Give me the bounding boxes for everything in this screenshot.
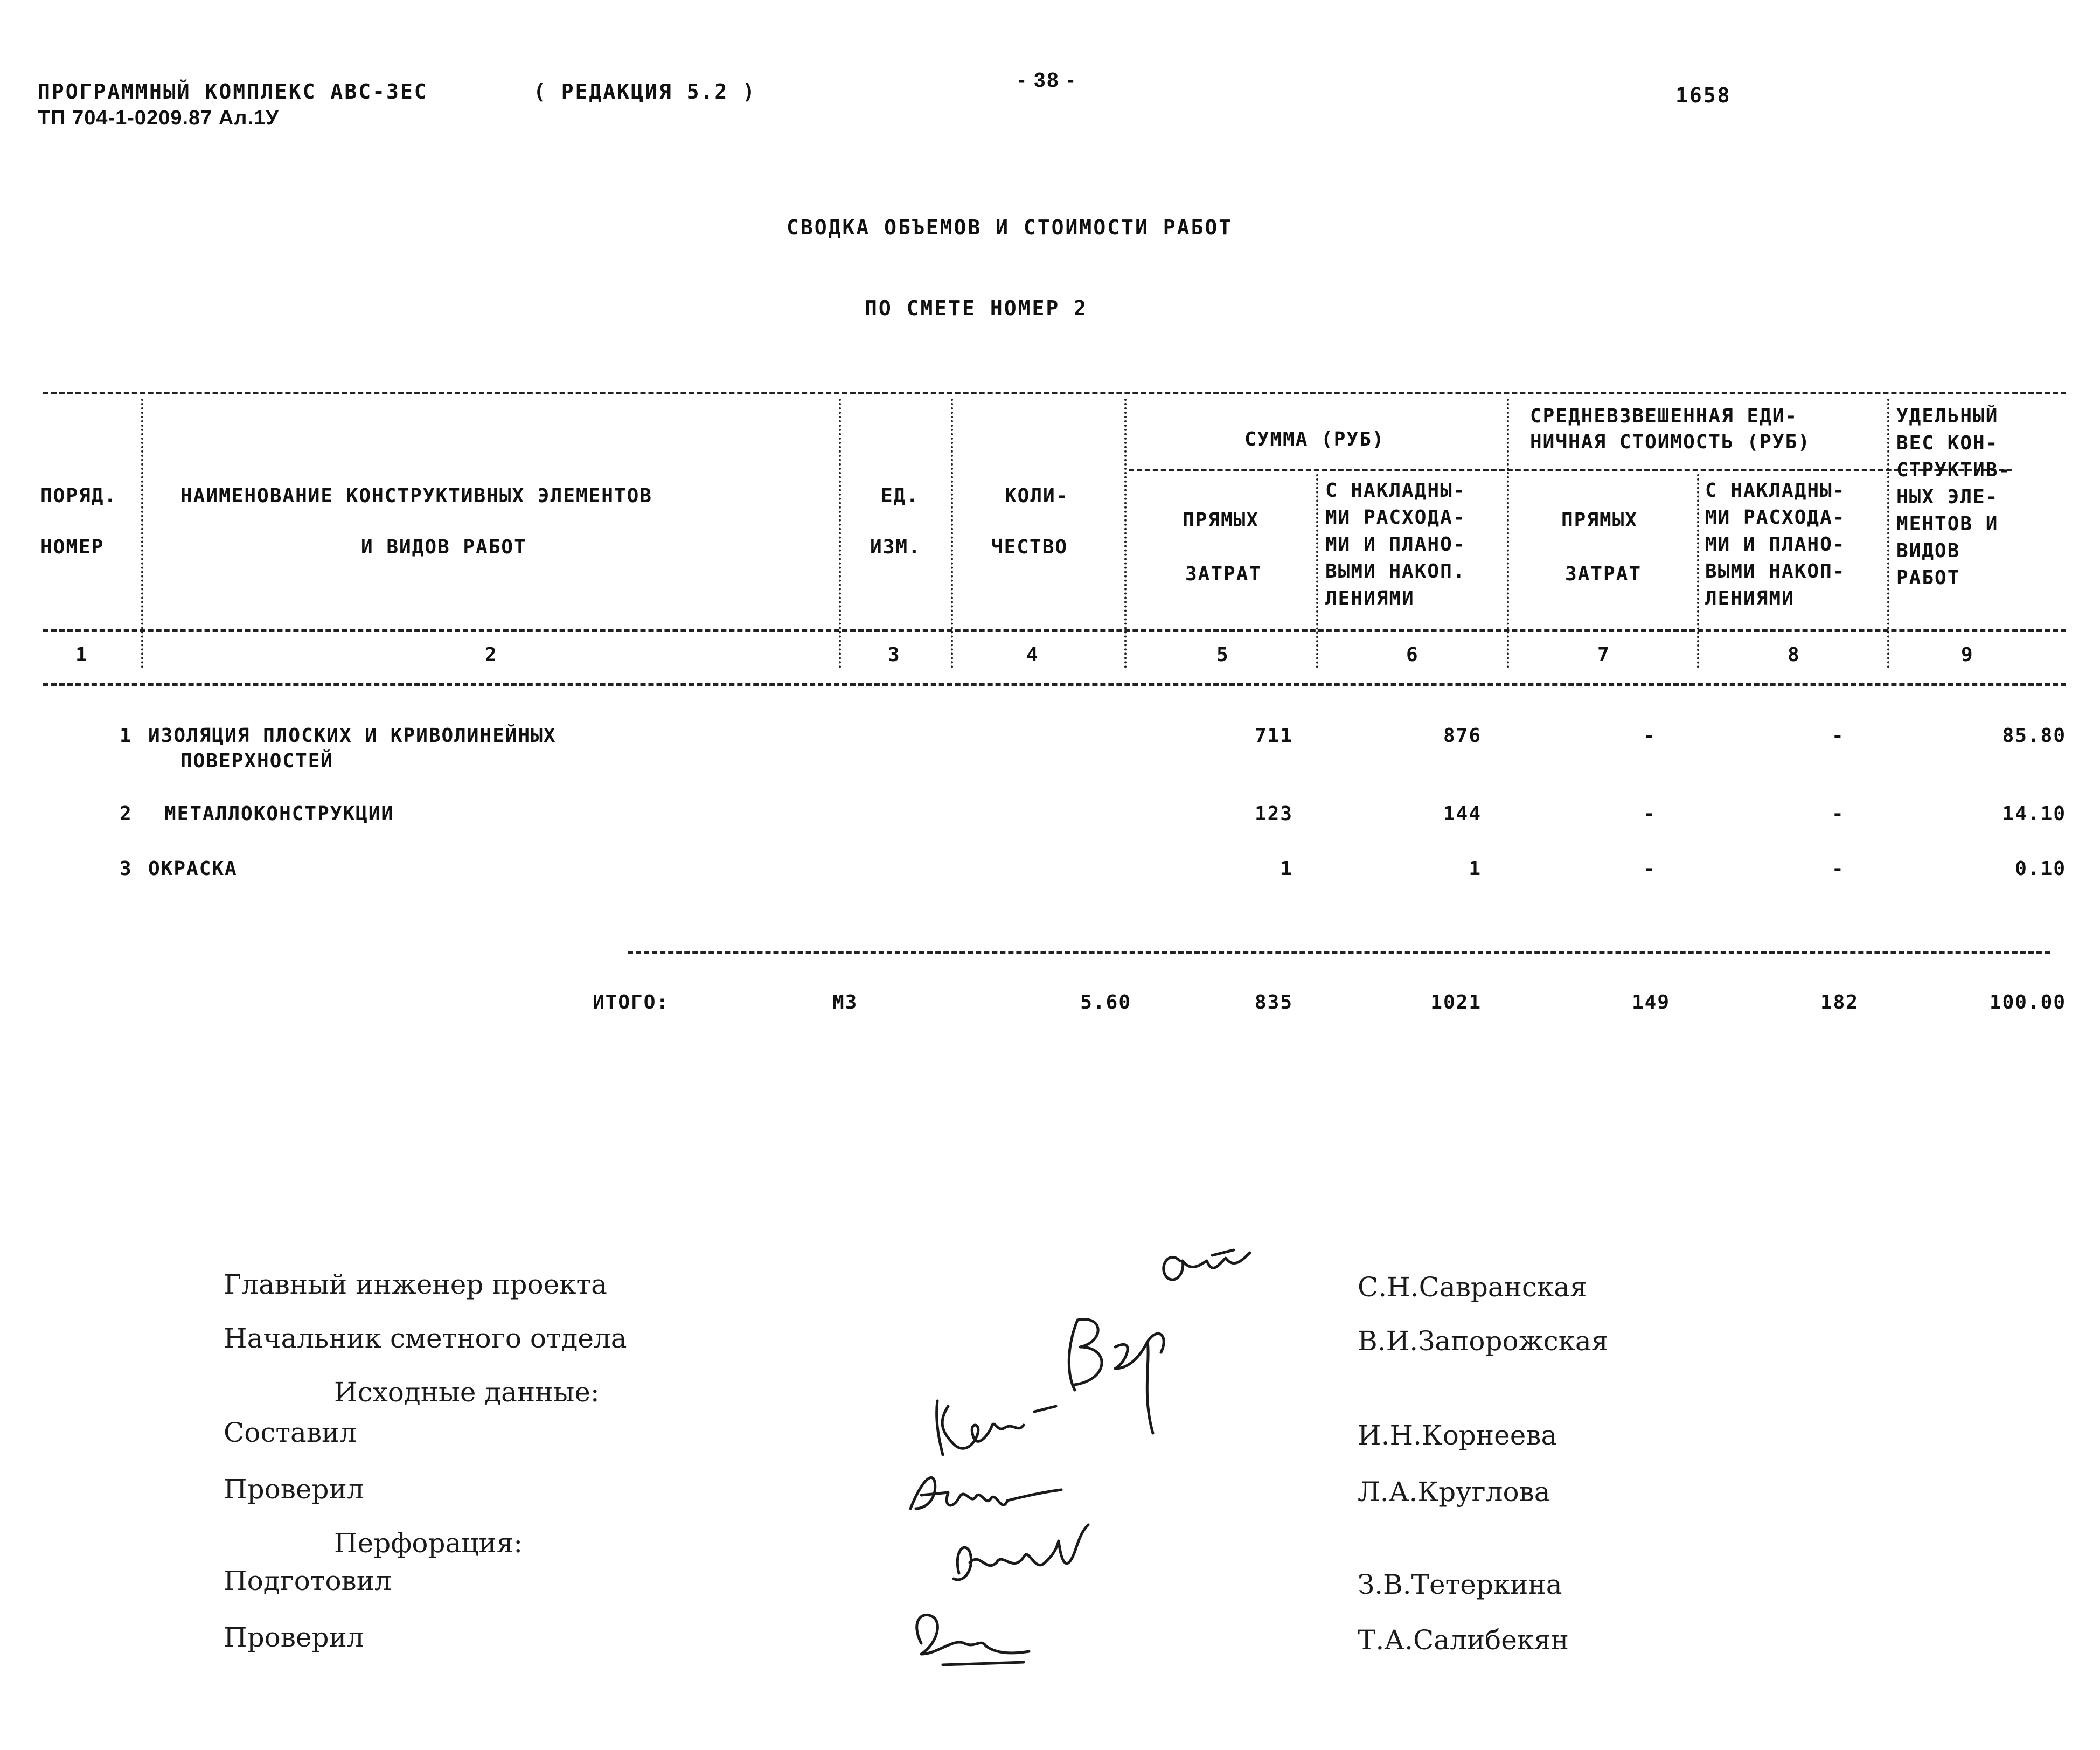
col3-header-b: ИЗМ. <box>870 536 921 558</box>
signature-zaporozhskaya <box>1069 1320 1164 1433</box>
total-c5: 835 <box>1254 991 1293 1013</box>
group-rule <box>1129 469 2012 471</box>
col-number-8: 8 <box>1788 644 1800 666</box>
col1-header-b: НОМЕР <box>40 536 105 558</box>
col6-header-3: МИ И ПЛАНО- <box>1325 533 1466 555</box>
signatory-name: Л.А.Круглова <box>1358 1476 1550 1508</box>
row-name-cont: ПОВЕРХНОСТЕЙ <box>180 750 334 772</box>
row-c6: 1 <box>1469 858 1482 880</box>
row-c9: 14.10 <box>2002 803 2066 825</box>
signature-korneeva <box>937 1401 1056 1455</box>
table-top-rule <box>43 392 2066 394</box>
signature-role: Начальник сметного отдела <box>224 1323 627 1354</box>
col4-header-a: КОЛИ- <box>1005 485 1069 507</box>
col1-header-a: ПОРЯД. <box>40 485 117 507</box>
row-c9: 0.10 <box>2015 858 2066 880</box>
col9-header-2: ВЕС КОН- <box>1896 432 1999 454</box>
signature-teterkina <box>954 1525 1088 1580</box>
total-qty: 5.60 <box>1080 991 1131 1013</box>
col-sep-5 <box>1316 474 1318 668</box>
number-row-rule <box>43 683 2066 686</box>
col-sep-2 <box>839 399 841 668</box>
col7-header-a: ПРЯМЫХ <box>1561 509 1638 531</box>
document-subtitle: ПО СМЕТЕ НОМЕР 2 <box>865 296 1088 320</box>
col-number-3: 3 <box>888 644 901 666</box>
total-c9: 100.00 <box>1989 991 2066 1013</box>
col6-header-2: МИ РАСХОДА- <box>1325 506 1466 529</box>
signatory-name: В.И.Запорожская <box>1358 1325 1609 1357</box>
col8-header-3: МИ И ПЛАНО- <box>1705 533 1846 555</box>
section-perf-heading: Перфорация: <box>334 1527 523 1559</box>
edition: ( РЕДАКЦИЯ 5.2 ) <box>533 80 757 103</box>
row-c5: 711 <box>1254 725 1293 747</box>
total-c8: 182 <box>1820 991 1859 1013</box>
col-sep-1 <box>141 399 143 668</box>
signature-savranskaya <box>1164 1250 1250 1280</box>
total-rule <box>628 951 2050 954</box>
signature-role: Главный инженер проекта <box>224 1269 607 1300</box>
signature-kruglova <box>910 1477 1061 1509</box>
row-number: 1 <box>120 725 133 747</box>
row-c5: 1 <box>1280 858 1293 880</box>
col8-header-4: ВЫМИ НАКОП- <box>1705 560 1846 582</box>
col6-header-4: ВЫМИ НАКОП. <box>1325 560 1466 582</box>
col7-header-b: ЗАТРАТ <box>1565 563 1642 585</box>
col9-header-6: ВИДОВ <box>1896 540 1960 562</box>
section-source-heading: Исходные данные: <box>334 1377 600 1408</box>
col8-header-5: ЛЕНИЯМИ <box>1705 587 1795 609</box>
col9-header-5: МЕНТОВ И <box>1896 513 1999 535</box>
col-sep-4 <box>1124 399 1127 668</box>
col9-header-3: СТРУКТИВ- <box>1896 459 2012 481</box>
col9-header-1: УДЕЛЬНЫЙ <box>1896 405 1999 427</box>
col9-header-4: НЫХ ЭЛЕ- <box>1896 486 1999 508</box>
col2-header-b: И ВИДОВ РАБОТ <box>361 536 527 558</box>
row-c8: - <box>1832 803 1845 825</box>
col8-header-1: С НАКЛАДНЫ- <box>1705 480 1846 502</box>
signature-role: Проверил <box>224 1474 364 1505</box>
signature-role: Проверил <box>224 1622 364 1653</box>
col-sep-8 <box>1887 399 1889 668</box>
program-name: ПРОГРАММНЫЙ КОМПЛЕКС АВС-3ЕС <box>38 80 428 103</box>
row-c6: 876 <box>1443 725 1482 747</box>
col2-header-a: НАИМЕНОВАНИЕ КОНСТРУКТИВНЫХ ЭЛЕМЕНТОВ <box>180 485 652 507</box>
row-name: ИЗОЛЯЦИЯ ПЛОСКИХ И КРИВОЛИНЕЙНЫХ <box>148 725 557 747</box>
col-sep-6 <box>1507 399 1509 668</box>
col4-header-b: ЧЕСТВО <box>991 536 1068 558</box>
row-number: 3 <box>120 858 133 880</box>
col-sep-3 <box>951 399 953 668</box>
row-name: ОКРАСКА <box>148 858 238 880</box>
row-c8: - <box>1832 725 1845 747</box>
signatory-name: С.Н.Савранская <box>1358 1272 1587 1303</box>
col9-header-7: РАБОТ <box>1896 567 1960 589</box>
total-c7: 149 <box>1631 991 1670 1013</box>
signatory-name: И.Н.Корнеева <box>1358 1420 1557 1451</box>
document-code: 1658 <box>1675 84 1732 107</box>
row-c7: - <box>1643 858 1656 880</box>
col6-header-1: С НАКЛАДНЫ- <box>1325 480 1466 502</box>
handwritten-signatures <box>889 1228 1309 1692</box>
col-sep-7 <box>1697 474 1699 668</box>
header-bottom-rule <box>43 629 2066 632</box>
total-unit: М3 <box>832 991 858 1013</box>
row-number: 2 <box>120 803 133 825</box>
row-c6: 144 <box>1443 803 1482 825</box>
document-title: СВОДКА ОБЪЕМОВ И СТОИМОСТИ РАБОТ <box>787 216 1233 239</box>
total-c6: 1021 <box>1430 991 1482 1013</box>
col-number-9: 9 <box>1961 644 1974 666</box>
group-avg-header-b: НИЧНАЯ СТОИМОСТЬ (РУБ) <box>1530 431 1811 453</box>
col-number-5: 5 <box>1216 644 1229 666</box>
col-number-7: 7 <box>1597 644 1610 666</box>
row-c9: 85.80 <box>2002 725 2066 747</box>
col6-header-5: ЛЕНИЯМИ <box>1325 587 1415 609</box>
col-number-4: 4 <box>1026 644 1039 666</box>
col8-header-2: МИ РАСХОДА- <box>1705 506 1846 529</box>
row-c7: - <box>1643 725 1656 747</box>
tp-number: ТП 704-1-0209.87 Ал.1У <box>38 107 279 129</box>
col3-header-a: ЕД. <box>881 485 920 507</box>
signature-role: Составил <box>224 1417 357 1448</box>
row-c8: - <box>1832 858 1845 880</box>
page-number: - 38 - <box>1018 69 1076 92</box>
signature-salibekyan <box>917 1615 1029 1665</box>
col-number-6: 6 <box>1406 644 1419 666</box>
group-sum-header: СУММА (РУБ) <box>1244 428 1385 450</box>
row-name: МЕТАЛЛОКОНСТРУКЦИИ <box>164 803 394 825</box>
row-c5: 123 <box>1254 803 1293 825</box>
col5-header-a: ПРЯМЫХ <box>1183 509 1260 531</box>
row-c7: - <box>1643 803 1656 825</box>
group-avg-header-a: СРЕДНЕВЗВЕШЕННАЯ ЕДИ- <box>1530 405 1798 427</box>
signatory-name: З.В.Тетеркина <box>1358 1569 1562 1600</box>
signatory-name: Т.А.Салибекян <box>1358 1624 1569 1656</box>
col-number-2: 2 <box>485 644 498 666</box>
total-label: ИТОГО: <box>593 991 670 1013</box>
signature-role: Подготовил <box>224 1565 392 1596</box>
col-number-1: 1 <box>75 644 88 666</box>
col5-header-b: ЗАТРАТ <box>1185 563 1262 585</box>
